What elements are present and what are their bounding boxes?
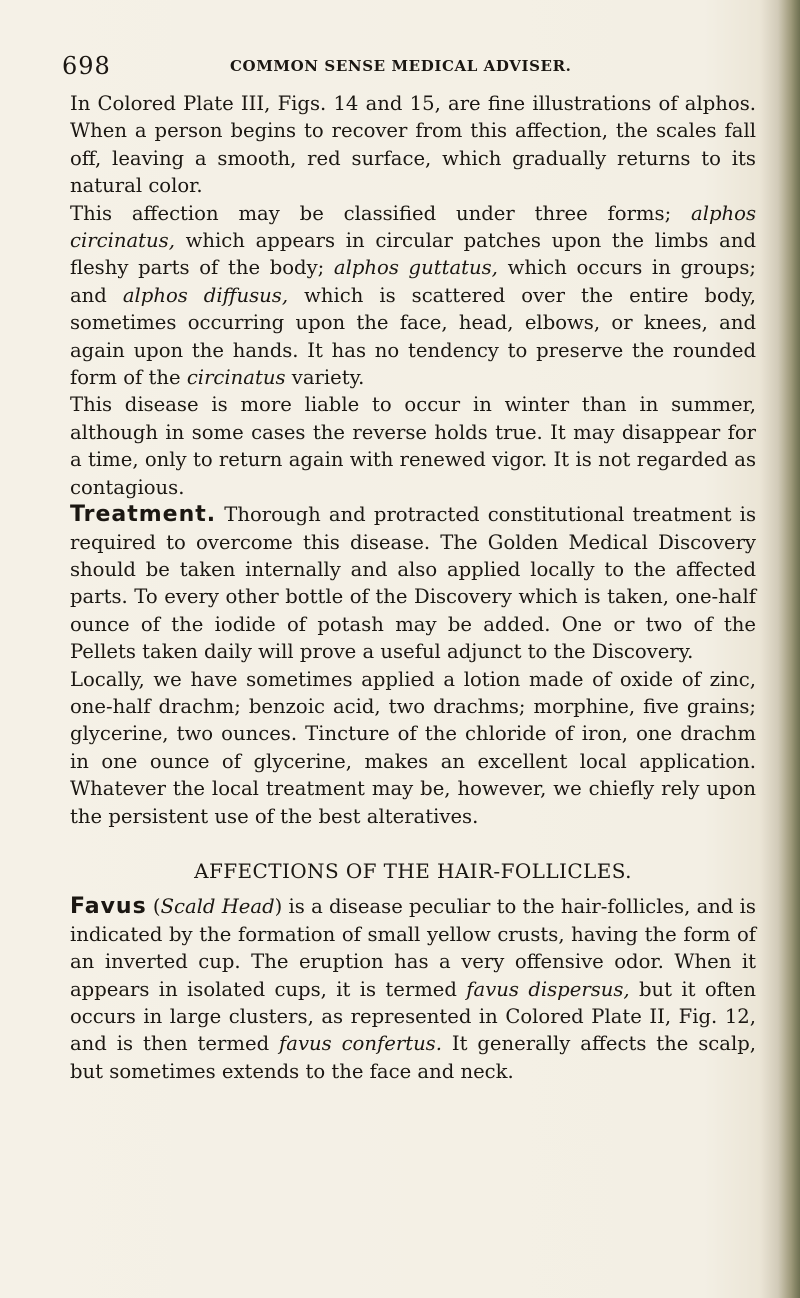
favus-heading: Favus — [70, 894, 147, 920]
term-favus-dispersus: favus dispersus, — [466, 977, 630, 1001]
section-heading: AFFECTIONS OF THE HAIR-FOLLICLES. — [194, 858, 632, 883]
term-alphos-circinatus: alphos circinatus, — [70, 201, 756, 253]
treatment-heading: Treatment. — [70, 502, 217, 528]
term-favus-confertus: favus confertus. — [279, 1032, 442, 1056]
paragraph-treatment: Treatment. Thorough and protracted constitutional treatment is required to overcome this disease. The Golden Medical Discovery should be taken internally and also applied locally to the affected parts. To every other bottle of the Discovery which is taken, one-half ounce of the iodide of potash may be added. One or two of the Pellets taken daily will prove a useful adjunct to the Discovery. — [70, 502, 756, 664]
paragraph-favus: Favus (Scald Head) is a disease peculiar to the hair-follicles, and is indicated by the formation of small yellow crusts, having the form of an inverted cup. The eruption has a very offensive odor. When it appears in isolated cups, it is termed favus dispersus, but it often occurs in large clusters, as represented in Colored Plate II, Fig. 12, and is then termed favus confertus. It generally affects the scalp, but sometimes extends to the face and neck. — [70, 894, 757, 1083]
paragraph-forms: This affection may be classified under three forms; alphos circinatus, which appears in circular patches upon the limbs and fleshy parts of the body; alphos guttatus, which occurs in groups; and alphos diffusus, which is scattered over the entire body, sometimes occurring upon the face, head, elbows, or knees, and again upon the hands. It has no tendency to preserve the rounded form of the circinatus variety. — [70, 201, 757, 390]
page-header — [62, 50, 762, 90]
page-edge-shadow — [778, 0, 800, 1298]
paragraph: This disease is more liable to occur in winter than in summer, although in some cases the reverse holds true. It may disappear for a time, only to return again with renewed vigor. It is not regarded as contagious. — [70, 393, 756, 499]
term-alphos-diffusus: alphos diffusus, — [122, 283, 289, 307]
running-head: COMMON SENSE MEDICAL ADVISER. — [230, 57, 572, 75]
body-text — [70, 90, 756, 1085]
paragraph: In Colored Plate III, Figs. 14 and 15, are fine illustrations of alphos. When a person begins to recover from this affection, the scales fall off, leaving a smooth, red surface, which gradually returns to its natural color. — [70, 92, 756, 198]
term-alphos-guttatus: alphos guttatus, — [333, 256, 498, 280]
page-number: 698 — [62, 52, 111, 80]
term-scald-head: Scald Head — [160, 895, 275, 919]
paragraph: Locally, we have sometimes applied a lotion made of oxide of zinc, one-half drachm; benzoic acid, two drachms; morphine, five grains; glycerine, two ounces. Tincture of the chloride of iron, one drachm in one ounce of glycerine, makes an excellent local application. Whatever the local treatment may be, however, we chiefly rely upon the persistent use of the best alteratives. — [70, 667, 756, 828]
term-circinatus: circinatus — [186, 366, 286, 390]
